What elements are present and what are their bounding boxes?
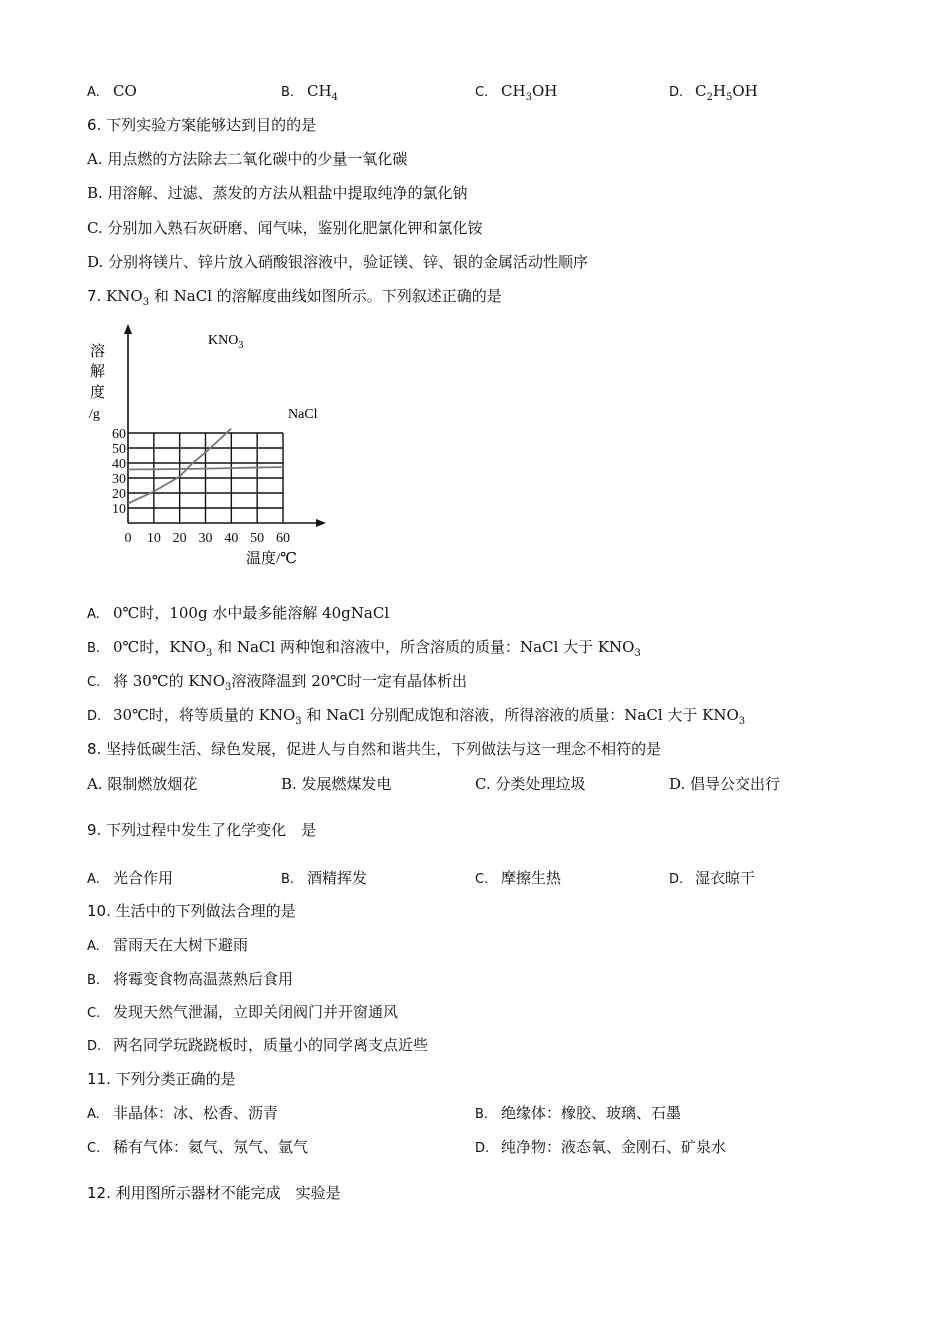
x-tick-label: 20 <box>172 531 187 546</box>
q9-stem: 9. 下列过程中发生了化学变化 是 <box>87 821 317 839</box>
q6-stem: 6. 下列实验方案能够达到目的的是 <box>87 116 317 134</box>
q10-stem: 10. 生活中的下列做法合理的是 <box>87 902 296 920</box>
x-tick-label: 10 <box>146 531 161 546</box>
q5-option-c: C. $CH_3OH$ <box>475 82 558 103</box>
y-tick-label: 50 <box>112 442 126 457</box>
q8-option-b: B. 发展燃煤发电 <box>281 775 392 793</box>
y-tick-label: 30 <box>112 472 126 487</box>
q11-option-c: C. 稀有气体：氦气、氖气、氩气 <box>87 1138 309 1156</box>
q8-stem: 8. 坚持低碳生活、绿色发展，促进人与自然和谐共生，下列做法与这一理念不相符的是 <box>87 740 662 758</box>
solubility-chart <box>80 320 340 570</box>
x-tick-label: 50 <box>250 531 265 546</box>
y-tick-label: 60 <box>112 427 126 442</box>
q6-option-d: D. 分别将镁片、锌片放入硝酸银溶液中，验证镁、锌、银的金属活动性顺序 <box>87 253 589 271</box>
q9-option-c: C. 摩擦生热 <box>475 869 562 887</box>
kno3-label: $KNO_3$ <box>208 333 244 351</box>
y-axis-arrow <box>124 324 132 334</box>
x-axis-label: 温度/℃ <box>246 551 297 567</box>
q8-option-c: C. 分类处理垃圾 <box>475 775 586 793</box>
q7-option-d: D. 30℃时，将等质量的 $KNO_3$ 和 NaCl 分别配成饱和溶液，所得溶液的质量：NaCl 大于 $KNO_3$ <box>87 706 746 727</box>
q8-option-d: D. 倡导公交出行 <box>669 775 781 793</box>
q7-option-a: A. 0℃时，100g 水中最多能溶解 40gNaCl <box>87 604 390 622</box>
q9-option-d: D. 湿衣晾干 <box>669 869 756 887</box>
q10-option-b: B. 将霉变食物高温蒸熟后食用 <box>87 970 294 988</box>
x-tick-label: 30 <box>198 531 213 546</box>
q6-option-c: C. 分别加入熟石灰研磨、闻气味，鉴别化肥氯化钾和氯化铵 <box>87 219 483 237</box>
q5-option-b: B. $CH_4$ <box>281 82 338 103</box>
x-tick-label: 60 <box>276 531 290 546</box>
q6-option-a: A. 用点燃的方法除去二氧化碳中的少量一氧化碳 <box>87 150 408 168</box>
y-tick-label: 40 <box>112 457 126 472</box>
q9-option-a: A. 光合作用 <box>87 869 174 887</box>
y-tick-label: 20 <box>112 487 126 502</box>
x-tick-label: 40 <box>224 531 239 546</box>
q12-stem: 12. 利用图所示器材不能完成 实验是 <box>87 1184 341 1202</box>
q5-option-a: A. CO <box>87 82 137 100</box>
y-axis-label-2: 解 <box>90 364 106 380</box>
q7-option-c: C. 将 30℃的 $KNO_3$溶液降温到 20℃时一定有晶体析出 <box>87 672 468 693</box>
y-tick-label: 10 <box>112 502 126 517</box>
x-axis-arrow <box>316 519 326 527</box>
q10-option-a: A. 雷雨天在大树下避雨 <box>87 936 249 954</box>
y-axis-label-4: /g <box>89 407 100 422</box>
q5-option-d: D. $C_2H_5OH$ <box>669 82 758 103</box>
y-axis-label-1: 溶 <box>90 344 106 360</box>
q8-option-a: A. 限制燃放烟花 <box>87 775 198 793</box>
chart-ticks <box>112 427 290 546</box>
nacl-label: NaCl <box>288 407 318 422</box>
q9-option-b: B. 酒精挥发 <box>281 869 368 887</box>
q6-option-b: B. 用溶解、过滤、蒸发的方法从粗盐中提取纯净的氯化钠 <box>87 184 468 202</box>
q10-option-d: D. 两名同学玩跷跷板时，质量小的同学离支点近些 <box>87 1036 429 1054</box>
q7-stem: 7. $KNO_3$ 和 NaCl 的溶解度曲线如图所示。下列叙述正确的是 <box>87 287 502 308</box>
chart-grid <box>128 433 283 523</box>
q10-option-c: C. 发现天然气泄漏，立即关闭阀门并开窗通风 <box>87 1003 399 1021</box>
q11-option-d: D. 纯净物：液态氧、金刚石、矿泉水 <box>475 1138 727 1156</box>
q11-stem: 11. 下列分类正确的是 <box>87 1070 236 1088</box>
y-axis-label-3: 度 <box>90 385 106 401</box>
x-tick-label: 0 <box>124 531 132 546</box>
q11-option-a: A. 非晶体：冰、松香、沥青 <box>87 1104 279 1122</box>
q11-option-b: B. 绝缘体：橡胶、玻璃、石墨 <box>475 1104 682 1122</box>
q7-option-b: B. 0℃时，$KNO_3$ 和 NaCl 两种饱和溶液中，所含溶质的质量：NaCl 大于 $KNO_3$ <box>87 638 641 659</box>
